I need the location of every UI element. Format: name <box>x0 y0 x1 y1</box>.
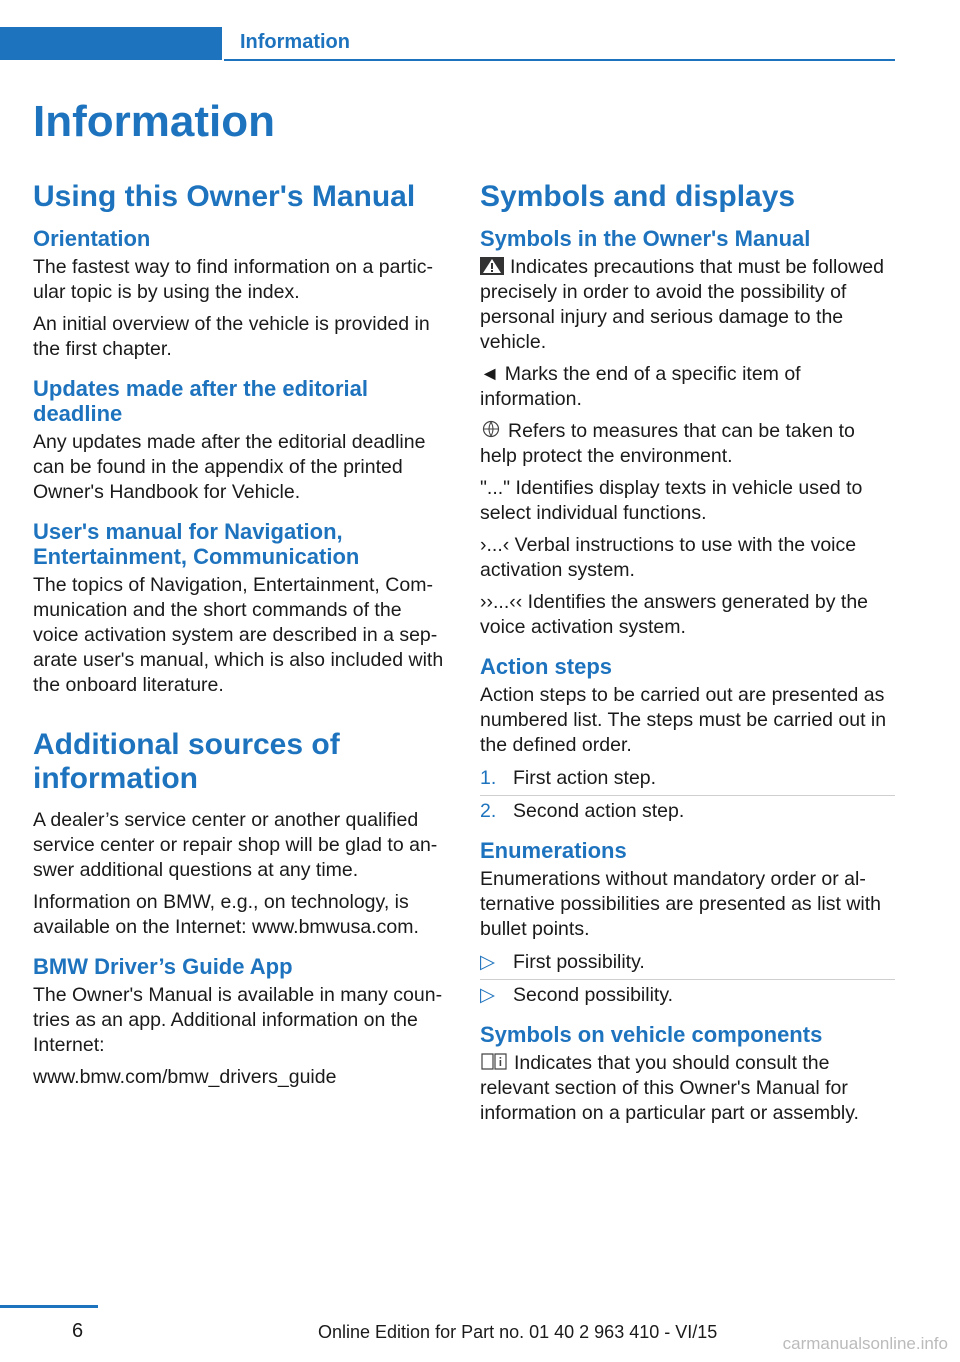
left-column <box>33 180 448 1097</box>
updates-heading: Updates made after the editorial deadline <box>33 376 368 426</box>
book-icon <box>480 1051 508 1071</box>
page-number: 6 <box>72 1320 84 1342</box>
navigation-heading: User's manual for Navigation, Entertainment, Communication <box>33 519 360 569</box>
components-heading: Symbols on vehicle components <box>480 1022 823 1047</box>
environment-paragraph <box>480 419 895 469</box>
header-bar <box>0 27 222 60</box>
app-heading: BMW Driver’s Guide App <box>33 954 293 979</box>
right-column <box>480 180 895 1133</box>
list-item-text: First possibility. <box>513 951 645 973</box>
list-divider <box>480 795 895 796</box>
sources-text-1: A dealer’s service center or another qualified service center or repair shop will be glad to answer additional questions at any time. <box>33 809 438 881</box>
sources-text-2: Information on BMW, e.g., on technology, is available on the Internet: www.bmwusa.com. <box>33 891 419 938</box>
action-steps-heading: Action steps <box>480 654 613 679</box>
enumerations-list <box>480 950 895 1008</box>
header-rule <box>224 59 895 61</box>
environment-icon <box>480 419 502 439</box>
list-item-text: Second possibility. <box>513 984 674 1006</box>
bullet-triangle-icon: ▷ <box>480 951 495 973</box>
list-item-text: Second action step. <box>513 800 685 822</box>
in-manual-heading: Symbols in the Owner's Manual <box>480 226 811 251</box>
page-title: Information <box>33 97 275 146</box>
app-text-1: The Owner's Manual is available in many countries as an app. Additional information on the Internet: <box>33 984 443 1056</box>
verbal-text: ›...‹ Verbal instructions to use with the voice activation system. <box>480 534 857 581</box>
end-mark-text: ◄ Marks the end of a specific item of information. <box>480 363 801 410</box>
enumerations-text: Enumerations without mandatory order or alternative possibilities are presented as list with bullet points. <box>480 868 882 940</box>
warning-triangle-icon <box>480 257 504 275</box>
list-item <box>480 950 895 975</box>
list-marker: 2. <box>480 800 497 822</box>
header-section-title: Information <box>240 31 350 53</box>
footer-bar <box>0 1305 98 1308</box>
list-marker: 1. <box>480 767 497 789</box>
action-steps-text: Action steps to be carried out are presented as numbered list. The steps must be carried out in the defined order. <box>480 684 887 756</box>
navigation-text: The topics of Navigation, Entertainment, Communication and the short commands of the voice activation system are described in a separate user's manual, which is also included with the onboard literature. <box>33 574 444 696</box>
display-texts-text: "..." Identifies display texts in vehicle used to select individual functions. <box>480 477 863 524</box>
list-divider <box>480 979 895 980</box>
list-item-text: First action step. <box>513 767 657 789</box>
manual-heading: Using this Owner's Manual <box>33 180 416 213</box>
orientation-text-1: The fastest way to find information on a particular topic is by using the index. <box>33 256 433 303</box>
symbols-heading: Symbols and displays <box>480 180 796 213</box>
enumerations-heading: Enumerations <box>480 838 627 863</box>
sources-heading: Additional sources of information <box>33 728 340 795</box>
components-text: Indicates that you should consult the relevant section of this Owner's Manual for information on a particular part or assembly. <box>480 1052 859 1124</box>
updates-text: Any updates made after the editorial deadline can be found in the appendix of the printed Owner's Handbook for Vehicle. <box>33 431 426 503</box>
answers-text: ››...‹‹ Identifies the answers generated by the voice activation system. <box>480 591 869 638</box>
warning-paragraph <box>480 255 895 355</box>
orientation-heading: Orientation <box>33 226 151 251</box>
app-text-2: www.bmw.com/bmw_drivers_guide <box>33 1066 337 1088</box>
action-steps-list <box>480 766 895 824</box>
bullet-triangle-icon: ▷ <box>480 984 495 1006</box>
components-paragraph <box>480 1051 895 1126</box>
watermark: carmanualsonline.info <box>782 1334 948 1353</box>
list-item <box>480 799 895 824</box>
environment-text: Refers to measures that can be taken to help protect the environment. <box>480 420 855 467</box>
footer-edition: Online Edition for Part no. 01 40 2 963 410 - VI/15 <box>318 1322 718 1342</box>
list-item <box>480 983 895 1008</box>
warning-text: Indicates precautions that must be followed precisely in order to avoid the possibility of personal injury and serious damage to the vehicle. <box>480 256 884 353</box>
list-item <box>480 766 895 791</box>
orientation-text-2: An initial overview of the vehicle is provided in the first chapter. <box>33 313 430 360</box>
